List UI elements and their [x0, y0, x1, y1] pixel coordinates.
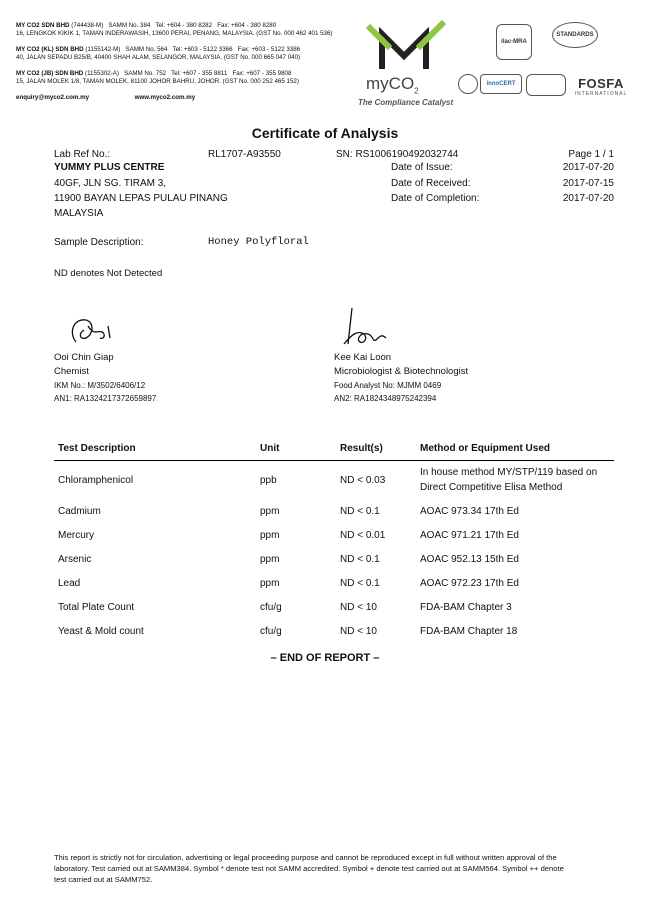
- method-cell: FDA-BAM Chapter 18: [420, 625, 518, 637]
- test-cell: Cadmium: [58, 505, 101, 517]
- result-cell: ND < 10: [340, 601, 377, 613]
- email-link[interactable]: enquiry@myco2.com.my: [16, 94, 90, 101]
- company-samm: SAMM No. 384: [108, 22, 151, 29]
- unit-cell: ppm: [260, 553, 280, 565]
- test-cell: Arsenic: [58, 553, 92, 565]
- client-address-line: 40GF, JLN SG. TIRAM 3,: [54, 178, 167, 189]
- signatory-an: AN1: RA1324217372659897: [54, 394, 157, 403]
- company-tel: Tel: +603 - 5122 3366: [172, 46, 233, 53]
- company-tel: Tel: +607 - 355 8811: [171, 70, 228, 77]
- signatory-name: Kee Kai Loon: [334, 352, 392, 363]
- samm-badge: [458, 74, 478, 94]
- page-title: Certificate of Analysis: [251, 125, 399, 141]
- signatory-role: Microbiologist & Biotechnologist: [334, 366, 469, 377]
- signatory-id: Food Analyst No: MJMM 0469: [334, 381, 442, 390]
- date-received-label: Date of Received:: [391, 178, 471, 189]
- brand-name: myCO$_2$: [366, 74, 419, 96]
- company-fax: Fax: +604 - 380 8280: [217, 22, 277, 29]
- footer-disclaimer: [54, 852, 624, 885]
- result-cell: ND < 0.1: [340, 505, 380, 517]
- innocert-badge: innoCERT: [480, 74, 522, 94]
- company-address: 15, JALAN MOLEK 1/8, TAMAN MOLEK, 81100 JOHOR BAHRU, JOHOR. (GST No. 000 252 465 152): [16, 78, 299, 85]
- lab-ref-label: Lab Ref No.:: [54, 149, 111, 160]
- company-reg: (744438-M): [71, 22, 104, 29]
- unit-cell: cfu/g: [260, 625, 282, 637]
- company-name: MY CO2 (KL) SDN BHD: [16, 46, 84, 53]
- footer-line: This report is strictly not for circulation, advertising or legal proceeding purpose and cannot be reproduced except in full without written approval of the: [54, 853, 557, 862]
- end-of-report: – END OF REPORT –: [270, 652, 380, 664]
- lab-ref-value: RL1707-A93550: [208, 149, 281, 160]
- signatory-name: Ooi Chin Giap: [54, 352, 114, 363]
- company-block-jb: [16, 70, 361, 86]
- unit-cell: ppm: [260, 505, 280, 517]
- table-row: [54, 571, 614, 595]
- company-fax: Fax: +607 - 355 9808: [232, 70, 292, 77]
- company-samm: SAMM No. 752: [124, 70, 167, 77]
- company-reg: (1155142-M): [85, 46, 121, 53]
- result-cell: ND < 0.01: [340, 529, 386, 541]
- date-issue-value: 2017-07-20: [562, 162, 614, 173]
- date-completion-value: 2017-07-20: [562, 193, 614, 204]
- company-address: 16, LENGKOK KIKIK 1, TAMAN INDERAWASIH, 13600 PERAI, PENANG, MALAYSIA. (GST No. 000 462 401 536): [16, 30, 333, 37]
- signatory-role: Chemist: [54, 366, 89, 377]
- enterprise-badge: [526, 74, 566, 96]
- result-cell: ND < 10: [340, 625, 377, 637]
- company-name: MY CO2 (JB) SDN BHD: [16, 70, 84, 77]
- table-row: [54, 547, 614, 571]
- ilac-mra-badge: ilac-MRA: [496, 24, 532, 60]
- test-cell: Yeast & Mold count: [58, 625, 144, 637]
- header-test-description: Test Description: [54, 436, 256, 461]
- footer-line: laboratory. Test carried out at SAMM384. Symbol * denote test not SAMM accredited. Symbol + denote test carried out at SAMM564. Symbol ++ denote: [54, 864, 564, 873]
- method-cell: AOAC 952.13 15th Ed: [420, 553, 519, 565]
- company-fax: Fax: +603 - 5122 3386: [237, 46, 301, 53]
- company-samm: SAMM No. 564: [125, 46, 168, 53]
- date-completion-label: Date of Completion:: [391, 193, 480, 204]
- company-block-penang: [16, 22, 361, 38]
- header-unit: Unit: [256, 436, 336, 461]
- header-method: Method or Equipment Used: [416, 436, 614, 461]
- company-tel: Tel: +604 - 380 8282: [155, 22, 213, 29]
- company-block-kl: [16, 46, 361, 62]
- myco2-logo-mark: [352, 14, 462, 74]
- signature-ooi: [64, 312, 134, 348]
- test-cell: Chloramphenicol: [58, 474, 134, 486]
- result-cell: ND < 0.1: [340, 577, 380, 589]
- client-name: YUMMY PLUS CENTRE: [54, 162, 165, 173]
- standards-badge: STANDARDS: [552, 22, 598, 48]
- unit-cell: ppb: [260, 474, 277, 486]
- company-name: MY CO2 SDN BHD: [16, 22, 70, 29]
- footer-line: test carried out at SAMM752.: [54, 875, 153, 884]
- client-address-line: 11900 BAYAN LEPAS PULAU PINANG: [54, 193, 228, 204]
- table-row: [54, 619, 614, 643]
- method-cell: AOAC 972.23 17th Ed: [420, 577, 519, 589]
- header-results: Result(s): [336, 436, 416, 461]
- tagline: The Compliance Catalyst: [358, 98, 454, 107]
- method-cell: AOAC 973.34 17th Ed: [420, 505, 519, 517]
- signatory-id: IKM No.: M/3502/6406/12: [54, 381, 146, 390]
- client-address-line: MALAYSIA: [54, 208, 104, 219]
- table-header-row: [54, 436, 614, 461]
- fosfa-badge: FOSFA INTERNATIONAL: [574, 76, 628, 97]
- sample-description-value: Honey Polyfloral: [208, 236, 309, 248]
- method-cell: FDA-BAM Chapter 3: [420, 601, 512, 613]
- myco2-logo: [352, 14, 462, 110]
- sample-description-label: Sample Description:: [54, 237, 144, 248]
- unit-cell: ppm: [260, 577, 280, 589]
- method-cell: In house method MY/STP/119 based on Direct Competitive Elisa Method: [420, 467, 598, 493]
- unit-cell: ppm: [260, 529, 280, 541]
- date-issue-label: Date of Issue:: [391, 162, 453, 173]
- date-received-value: 2017-07-15: [562, 178, 614, 189]
- table-row: [54, 499, 614, 523]
- results-table: [54, 436, 614, 643]
- table-row: [54, 523, 614, 547]
- test-cell: Total Plate Count: [58, 601, 135, 613]
- table-row: [54, 595, 614, 619]
- signature-kee: [338, 304, 398, 350]
- unit-cell: cfu/g: [260, 601, 282, 613]
- nd-note: ND denotes Not Detected: [54, 268, 163, 279]
- signatory-an: AN2: RA1824348975242394: [334, 394, 437, 403]
- method-cell: AOAC 971.21 17th Ed: [420, 529, 519, 541]
- table-row: [54, 461, 614, 500]
- page-number: Page 1 / 1: [568, 149, 614, 160]
- result-cell: ND < 0.03: [340, 474, 386, 486]
- test-cell: Lead: [58, 577, 81, 589]
- company-address: 40, JALAN SEPADU B25/B, 40400 SHAH ALAM, SELANGOR, MALAYSIA. (GST No. 000 665 047 040): [16, 54, 301, 61]
- company-reg: (1155302-A): [85, 70, 119, 77]
- website-link[interactable]: www.myco2.com.my: [134, 94, 196, 101]
- company-header: [16, 22, 361, 102]
- result-cell: ND < 0.1: [340, 553, 380, 565]
- serial-number: SN: RS1006190492032744: [336, 149, 459, 160]
- test-cell: Mercury: [58, 529, 95, 541]
